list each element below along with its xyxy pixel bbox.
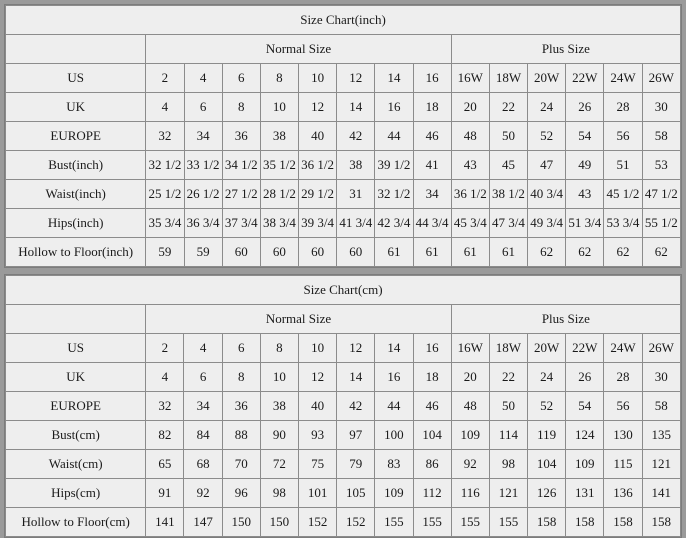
cm-cell: 24W: [604, 334, 642, 363]
inch-cell: 51 3/4: [566, 209, 604, 238]
cm-cell: 116: [451, 479, 489, 508]
cm-cell: 12: [337, 334, 375, 363]
cm-cell: 92: [184, 479, 222, 508]
cm-cell: 40: [299, 392, 337, 421]
inch-table-body: [6, 6, 681, 267]
cm-row-label: EUROPE: [6, 392, 146, 421]
inch-cell: 16W: [451, 64, 489, 93]
inch-cell: 62: [604, 238, 642, 267]
inch-cell: 52: [528, 122, 566, 151]
cm-cell: 93: [299, 421, 337, 450]
inch-row-label: Hollow to Floor(inch): [6, 238, 146, 267]
cm-cell: 34: [184, 392, 222, 421]
inch-cell: 41 3/4: [337, 209, 375, 238]
inch-cell: 10: [260, 93, 298, 122]
inch-cell: 4: [184, 64, 222, 93]
cm-cell: 150: [260, 508, 298, 537]
cm-row-label: Waist(cm): [6, 450, 146, 479]
inch-cell: 43: [451, 151, 489, 180]
cm-cell: 150: [222, 508, 260, 537]
size-chart-cm-table: [5, 275, 681, 537]
table-row: [6, 238, 681, 267]
inch-cell: 44: [375, 122, 413, 151]
inch-cell: 12: [337, 64, 375, 93]
table-row: [6, 180, 681, 209]
cm-cell: 135: [642, 421, 680, 450]
inch-cell: 62: [528, 238, 566, 267]
inch-cell: 34 1/2: [222, 151, 260, 180]
inch-cell: 59: [184, 238, 222, 267]
cm-cell: 30: [642, 363, 680, 392]
cm-cell: 104: [528, 450, 566, 479]
inch-cell: 41: [413, 151, 451, 180]
inch-cell: 62: [642, 238, 680, 267]
table-row: [6, 334, 681, 363]
inch-cell: 22: [489, 93, 527, 122]
cm-cell: 18W: [489, 334, 527, 363]
cm-cell: 14: [375, 334, 413, 363]
inch-cell: 39 1/2: [375, 151, 413, 180]
inch-cell: 47 1/2: [642, 180, 680, 209]
cm-row-label: Hips(cm): [6, 479, 146, 508]
inch-cell: 58: [642, 122, 680, 151]
cm-cell: 155: [375, 508, 413, 537]
cm-cell: 119: [528, 421, 566, 450]
inch-row-label: Waist(inch): [6, 180, 146, 209]
cm-cell: 6: [184, 363, 222, 392]
inch-cell: 53: [642, 151, 680, 180]
cm-cell: 24: [528, 363, 566, 392]
inch-cell: 33 1/2: [184, 151, 222, 180]
inch-cell: 45 3/4: [451, 209, 489, 238]
inch-cell: 62: [566, 238, 604, 267]
cm-cell: 141: [146, 508, 184, 537]
inch-cell: 51: [604, 151, 642, 180]
cm-cell: 72: [260, 450, 298, 479]
inch-cell: 16: [375, 93, 413, 122]
cm-cell: 141: [642, 479, 680, 508]
inch-row-label: Bust(inch): [6, 151, 146, 180]
inch-cell: 4: [146, 93, 184, 122]
table-row: [6, 392, 681, 421]
inch-cell: 16: [413, 64, 451, 93]
inch-cell: 36 1/2: [299, 151, 337, 180]
inch-cell: 49: [566, 151, 604, 180]
cm-cell: 152: [299, 508, 337, 537]
inch-cell: 40 3/4: [528, 180, 566, 209]
inch-cell: 31: [337, 180, 375, 209]
cm-cell: 16: [413, 334, 451, 363]
inch-cell: 34: [184, 122, 222, 151]
cm-cell: 158: [528, 508, 566, 537]
cm-row-label: Bust(cm): [6, 421, 146, 450]
cm-cell: 4: [184, 334, 222, 363]
table-row: [6, 421, 681, 450]
inch-cell: 39 3/4: [299, 209, 337, 238]
cm-cell: 20W: [528, 334, 566, 363]
cm-cell: 44: [375, 392, 413, 421]
cm-cell: 98: [260, 479, 298, 508]
inch-cell: 45 1/2: [604, 180, 642, 209]
cm-cell: 38: [260, 392, 298, 421]
inch-cell: 20W: [528, 64, 566, 93]
cm-cell: 109: [375, 479, 413, 508]
inch-cell: 61: [451, 238, 489, 267]
inch-cell: 26: [566, 93, 604, 122]
cm-cell: 2: [146, 334, 184, 363]
inch-cell: 8: [222, 93, 260, 122]
cm-cell: 6: [222, 334, 260, 363]
inch-cell: 38: [337, 151, 375, 180]
cm-row-label: US: [6, 334, 146, 363]
inch-cell: 26W: [642, 64, 680, 93]
cm-cell: 70: [222, 450, 260, 479]
cm-cell: 86: [413, 450, 451, 479]
cm-cell: 100: [375, 421, 413, 450]
cm-cell: 65: [146, 450, 184, 479]
cm-cell: 155: [451, 508, 489, 537]
cm-cell: 121: [642, 450, 680, 479]
inch-group-header: Normal Size: [146, 35, 451, 64]
inch-cell: 8: [260, 64, 298, 93]
cm-group-header: Plus Size: [451, 305, 680, 334]
inch-cell: 18: [413, 93, 451, 122]
cm-cell: 147: [184, 508, 222, 537]
inch-cell: 61: [489, 238, 527, 267]
inch-cell: 36 1/2: [451, 180, 489, 209]
table-row: [6, 93, 681, 122]
inch-cell: 49 3/4: [528, 209, 566, 238]
cm-cell: 50: [489, 392, 527, 421]
inch-cell: 37 3/4: [222, 209, 260, 238]
cm-cell: 158: [566, 508, 604, 537]
cm-title-row: [6, 276, 681, 305]
inch-cell: 10: [299, 64, 337, 93]
cm-cell: 92: [451, 450, 489, 479]
inch-cell: 46: [413, 122, 451, 151]
inch-cell: 38: [260, 122, 298, 151]
cm-cell: 83: [375, 450, 413, 479]
inch-cell: 24W: [604, 64, 642, 93]
inch-cell: 40: [299, 122, 337, 151]
inch-cell: 61: [375, 238, 413, 267]
cm-cell: 158: [642, 508, 680, 537]
cm-cell: 136: [604, 479, 642, 508]
table-row: [6, 363, 681, 392]
cm-cell: 124: [566, 421, 604, 450]
cm-cell: 16: [375, 363, 413, 392]
inch-row-label: UK: [6, 93, 146, 122]
cm-cell: 158: [604, 508, 642, 537]
table-row: [6, 209, 681, 238]
inch-cell: 14: [375, 64, 413, 93]
cm-group-header: Normal Size: [146, 305, 451, 334]
cm-cell: 121: [489, 479, 527, 508]
cm-cell: 8: [260, 334, 298, 363]
cm-row-label: UK: [6, 363, 146, 392]
cm-cell: 10: [260, 363, 298, 392]
inch-cell: 20: [451, 93, 489, 122]
cm-cell: 18: [413, 363, 451, 392]
inch-cell: 30: [642, 93, 680, 122]
inch-cell: 55 1/2: [642, 209, 680, 238]
cm-cell: 58: [642, 392, 680, 421]
cm-cell: 97: [337, 421, 375, 450]
cm-cell: 52: [528, 392, 566, 421]
inch-cell: 36: [222, 122, 260, 151]
cm-cell: 104: [413, 421, 451, 450]
cm-cell: 10: [299, 334, 337, 363]
inch-title-row: [6, 6, 681, 35]
cm-cell: 112: [413, 479, 451, 508]
inch-cell: 38 3/4: [260, 209, 298, 238]
table-row: [6, 64, 681, 93]
size-chart-inch-table: [5, 5, 681, 267]
table-row: [6, 450, 681, 479]
inch-cell: 47 3/4: [489, 209, 527, 238]
inch-cell: 6: [184, 93, 222, 122]
cm-cell: 152: [337, 508, 375, 537]
inch-group-blank: [6, 35, 146, 64]
cm-cell: 90: [260, 421, 298, 450]
inch-cell: 28: [604, 93, 642, 122]
cm-cell: 16W: [451, 334, 489, 363]
inch-cell: 12: [299, 93, 337, 122]
inch-cell: 42 3/4: [375, 209, 413, 238]
inch-cell: 26 1/2: [184, 180, 222, 209]
cm-cell: 155: [413, 508, 451, 537]
inch-row-label: US: [6, 64, 146, 93]
cm-cell: 131: [566, 479, 604, 508]
cm-cell: 32: [146, 392, 184, 421]
cm-cell: 8: [222, 363, 260, 392]
inch-cell: 35 1/2: [260, 151, 298, 180]
cm-cell: 48: [451, 392, 489, 421]
cm-cell: 109: [566, 450, 604, 479]
cm-cell: 98: [489, 450, 527, 479]
table-row: [6, 479, 681, 508]
inch-title: Size Chart(inch): [6, 6, 681, 35]
cm-cell: 42: [337, 392, 375, 421]
inch-cell: 28 1/2: [260, 180, 298, 209]
cm-cell: 12: [299, 363, 337, 392]
cm-cell: 114: [489, 421, 527, 450]
table-row: [6, 122, 681, 151]
inch-cell: 61: [413, 238, 451, 267]
inch-cell: 34: [413, 180, 451, 209]
inch-cell: 6: [222, 64, 260, 93]
size-chart-cm: [4, 274, 682, 538]
inch-cell: 14: [337, 93, 375, 122]
table-row: [6, 151, 681, 180]
cm-group-row: [6, 305, 681, 334]
cm-cell: 91: [146, 479, 184, 508]
cm-cell: 101: [299, 479, 337, 508]
inch-cell: 50: [489, 122, 527, 151]
inch-cell: 56: [604, 122, 642, 151]
cm-cell: 79: [337, 450, 375, 479]
cm-table-body: [6, 276, 681, 537]
inch-cell: 60: [222, 238, 260, 267]
table-row: [6, 508, 681, 537]
inch-cell: 53 3/4: [604, 209, 642, 238]
cm-cell: 96: [222, 479, 260, 508]
inch-cell: 29 1/2: [299, 180, 337, 209]
inch-cell: 27 1/2: [222, 180, 260, 209]
cm-cell: 115: [604, 450, 642, 479]
cm-cell: 105: [337, 479, 375, 508]
inch-group-header: Plus Size: [451, 35, 680, 64]
inch-cell: 18W: [489, 64, 527, 93]
inch-cell: 45: [489, 151, 527, 180]
inch-cell: 32 1/2: [146, 151, 184, 180]
cm-cell: 36: [222, 392, 260, 421]
inch-cell: 43: [566, 180, 604, 209]
cm-cell: 130: [604, 421, 642, 450]
cm-row-label: Hollow to Floor(cm): [6, 508, 146, 537]
inch-cell: 2: [146, 64, 184, 93]
cm-cell: 20: [451, 363, 489, 392]
cm-cell: 26: [566, 363, 604, 392]
cm-cell: 26W: [642, 334, 680, 363]
inch-cell: 22W: [566, 64, 604, 93]
cm-cell: 14: [337, 363, 375, 392]
inch-cell: 60: [337, 238, 375, 267]
cm-cell: 109: [451, 421, 489, 450]
inch-row-label: Hips(inch): [6, 209, 146, 238]
cm-cell: 155: [489, 508, 527, 537]
inch-cell: 36 3/4: [184, 209, 222, 238]
inch-cell: 42: [337, 122, 375, 151]
cm-cell: 22: [489, 363, 527, 392]
inch-cell: 32: [146, 122, 184, 151]
inch-row-label: EUROPE: [6, 122, 146, 151]
cm-cell: 75: [299, 450, 337, 479]
inch-cell: 59: [146, 238, 184, 267]
inch-group-row: [6, 35, 681, 64]
inch-cell: 60: [299, 238, 337, 267]
inch-cell: 48: [451, 122, 489, 151]
inch-cell: 38 1/2: [489, 180, 527, 209]
cm-cell: 54: [566, 392, 604, 421]
inch-cell: 60: [260, 238, 298, 267]
inch-cell: 44 3/4: [413, 209, 451, 238]
cm-cell: 84: [184, 421, 222, 450]
inch-cell: 54: [566, 122, 604, 151]
cm-cell: 82: [146, 421, 184, 450]
cm-cell: 88: [222, 421, 260, 450]
cm-group-blank: [6, 305, 146, 334]
inch-cell: 35 3/4: [146, 209, 184, 238]
inch-cell: 25 1/2: [146, 180, 184, 209]
cm-cell: 46: [413, 392, 451, 421]
cm-cell: 68: [184, 450, 222, 479]
inch-cell: 24: [528, 93, 566, 122]
size-chart-inch: [4, 4, 682, 268]
cm-cell: 126: [528, 479, 566, 508]
cm-title: Size Chart(cm): [6, 276, 681, 305]
inch-cell: 32 1/2: [375, 180, 413, 209]
cm-cell: 4: [146, 363, 184, 392]
cm-cell: 56: [604, 392, 642, 421]
inch-cell: 47: [528, 151, 566, 180]
cm-cell: 28: [604, 363, 642, 392]
cm-cell: 22W: [566, 334, 604, 363]
